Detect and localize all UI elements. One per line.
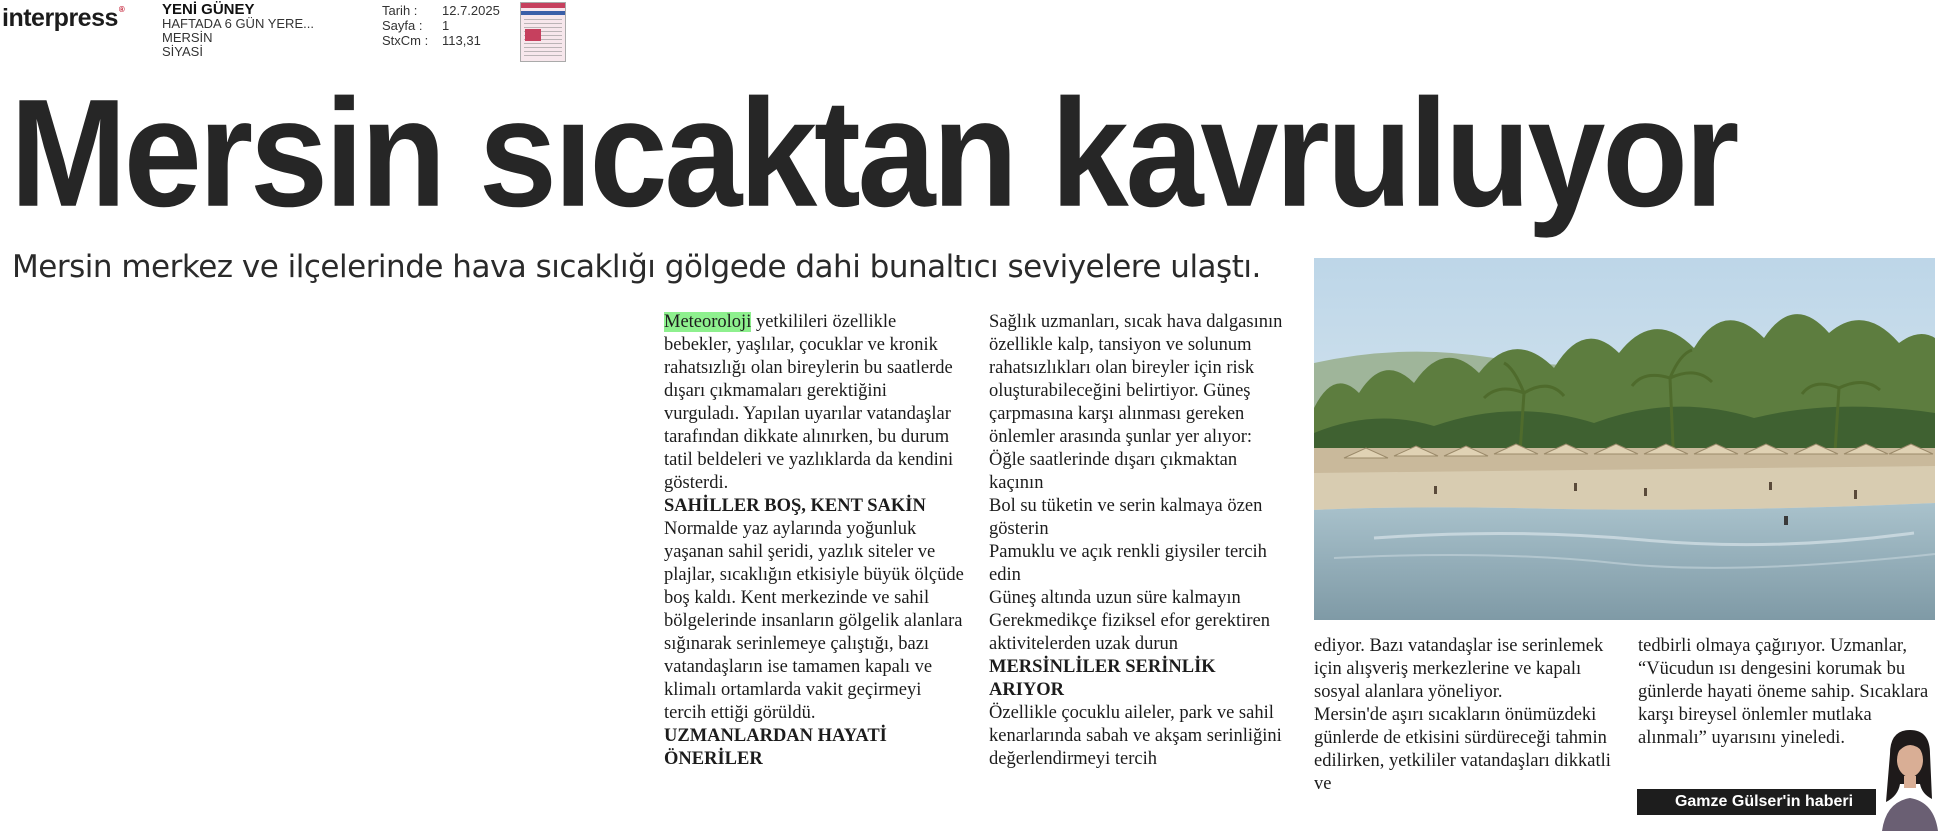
article-headline: Mersin sıcaktan kavruluyor <box>10 66 1737 239</box>
newspaper-frequency: HAFTADA 6 GÜN YERE... <box>162 16 314 31</box>
thumbnail-blue-band <box>521 11 565 15</box>
newspaper-city: MERSİN <box>162 30 213 45</box>
article-subheadline: Mersin merkez ve ilçelerinde hava sıcaklığı gölgede dahi bunaltıcı seviyelere ulaştı. <box>12 249 1261 285</box>
beach-photo-drawing <box>1314 258 1935 620</box>
column-3-paragraph-2: Mersin'de aşırı sıcakların önümüzdeki günlerde de etkisini sürdüreceği tahmin edilirken, yetkililer vatandaşları dikkatli ve <box>1314 705 1611 794</box>
highlighted-keyword: Meteoroloji <box>664 312 752 332</box>
tip-item: Öğle saatlerinde dışarı çıkmaktan kaçının <box>989 450 1238 493</box>
column-2-paragraph-1: Sağlık uzmanları, sıcak hava dalgasının özellikle kalp, tansiyon ve solunum rahatsızlıkları olan bireyler için risk oluşturabileceğini belirtiyor. Güneş çarpmasına karşı alınması gereken önlemler arasında şunlar yer alıyor: <box>989 312 1283 447</box>
interpress-logo <box>2 6 124 31</box>
page-label: Sayfa : <box>382 18 423 33</box>
date-row <box>382 3 500 18</box>
source-info <box>162 3 314 59</box>
logo-text: interpress <box>2 4 118 32</box>
column-1-paragraph-1 <box>664 311 964 495</box>
column-2-paragraph-2: Özellikle çocuklu aileler, park ve sahil kenarlarında sabah ve akşam serinliğini değerlendirmeyi tercih <box>989 703 1282 769</box>
stxcm-value: 113,31 <box>442 33 481 48</box>
logo-registered-mark: ® <box>118 5 125 14</box>
stxcm-label: StxCm : <box>382 33 429 48</box>
stxcm-row <box>382 33 500 48</box>
newspaper-name: YENİ GÜNEY <box>162 1 255 18</box>
column-1-paragraph-2: Normalde yaz aylarında yoğunluk yaşanan sahil şeridi, yazlık siteler ve plajlar, sıcaklığın etkisiyle büyük ölçüde boş kaldı. Kent merkezinde ve sahil bölgelerinde insanların gölgelik alanlara sığınarak serinlemeye çalıştığı, bazı vatandaşların ise tamamen kapalı ve klimalı ortamlarda vakit geçirmeyi tercih ettiği görüldü. <box>664 519 964 723</box>
tip-item: Bol su tüketin ve serin kalmaya özen gösterin <box>989 496 1263 539</box>
page-row <box>382 18 500 33</box>
section-heading-sahiller: SAHİLLER BOŞ, KENT SAKİN <box>664 496 926 516</box>
section-heading-mersinliler: MERSİNLİLER SERİNLİK ARIYOR <box>989 657 1216 700</box>
date-value: 12.7.2025 <box>442 3 500 18</box>
tip-item: Güneş altında uzun süre kalmayın <box>989 588 1241 608</box>
reporter-byline: Gamze Gülser'in haberi <box>1637 789 1891 815</box>
page-thumbnail[interactable] <box>520 2 566 62</box>
tip-item: Gerekmedikçe fiziksel efor gerektiren aktivitelerden uzak durun <box>989 611 1270 654</box>
reporter-photo <box>1876 724 1940 831</box>
page-value: 1 <box>442 18 450 33</box>
column-3-paragraph-1: ediyor. Bazı vatandaşlar ise serinlemek için alışveriş merkezlerine ve kapalı sosyal alanlara yöneliyor. <box>1314 636 1604 702</box>
article-column-3 <box>1314 635 1614 796</box>
column-1-paragraph-1-text: yetkilileri özellikle bebekler, yaşlılar, çocuklar ve kronik rahatsızlığı olan bireylerin bu saatlerde dışarı çıkmamaları gerektiğini vurguladı. Yapılan uyarılar vatandaşlar tarafından dikkate alınırken, bu durum tatil beldeleri ve yazlıklarda da kendini gösterdi. <box>664 312 954 493</box>
thumbnail-picture <box>525 29 541 41</box>
article-column-2 <box>989 311 1289 771</box>
beach-photo <box>1314 258 1935 620</box>
thumbnail-top-band <box>521 3 565 8</box>
date-label: Tarih : <box>382 3 418 18</box>
article-column-1 <box>664 311 964 771</box>
newspaper-category: SİYASİ <box>162 44 203 59</box>
column-4-paragraph-1: tedbirli olmaya çağırıyor. Uzmanlar, “Vücudun ısı dengesini korumak bu günlerde hayati öneme sahip. Sıcaklara karşı bireysel önlemler mutlaka alınmalı” uyarısını yineledi. <box>1638 636 1929 748</box>
section-heading-uzmanlar: UZMANLARDAN HAYATİ ÖNERİLER <box>664 726 887 769</box>
tip-item: Pamuklu ve açık renkli giysiler tercih edin <box>989 542 1267 585</box>
clipping-meta <box>382 3 500 48</box>
